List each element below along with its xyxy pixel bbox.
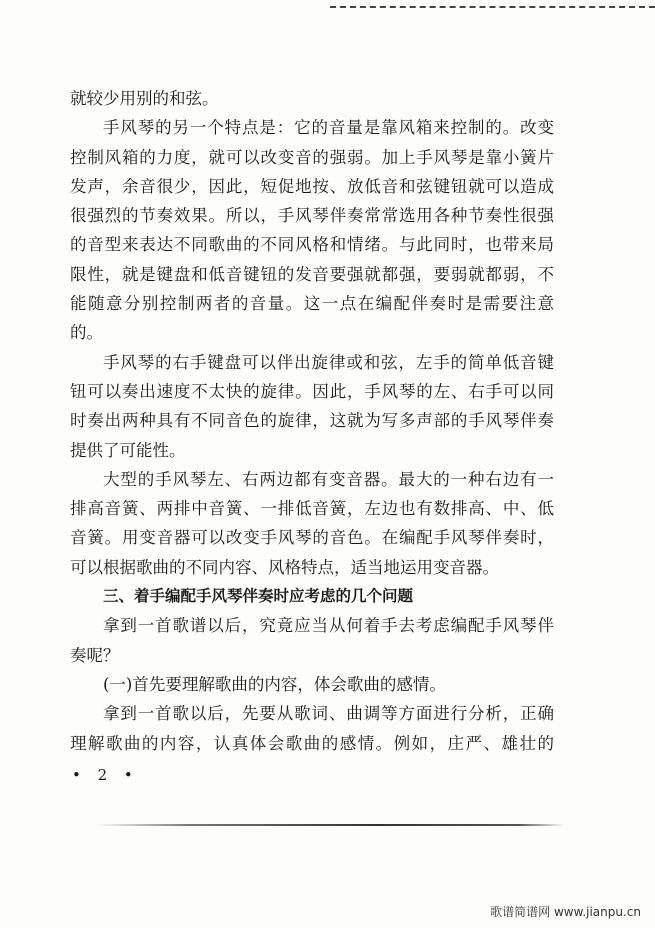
text-line: 提供了可能性。 xyxy=(70,440,186,460)
text-line: 的。 xyxy=(70,323,103,343)
section-heading: 三、着手编配手风琴伴奏时应考虑的几个问题 xyxy=(103,587,414,606)
text-line: 的音型来表达不同歌曲的不同风格和情绪。与此同时，也带来局 xyxy=(70,235,554,255)
text-line: 理解歌曲的内容，认真体会歌曲的感情。例如，庄严、雄壮的 xyxy=(70,733,554,753)
text-line: 很强烈的节奏效果。所以，手风琴伴奏常常选用各种节奏性很强 xyxy=(70,206,554,226)
text-line: 排高音簧、两排中音簧、一排低音簧，左边也有数排高、中、低 xyxy=(70,499,554,519)
text-line: 可以根据歌曲的不同内容、风格特点，适当地运用变音器。 xyxy=(70,557,499,577)
page-body xyxy=(70,84,554,758)
text-line: 限性，就是键盘和低音键钮的发音要强就都强，要弱就都弱，不 xyxy=(70,264,554,284)
scan-edge-dashes xyxy=(330,6,655,8)
page-number: • 2 • xyxy=(72,766,139,784)
paragraph-start: 拿到一首歌谱以后，究竟应当从何着手去考虑编配手风琴伴 xyxy=(103,616,554,636)
paragraph-start: 大型的手风琴左、右两边都有变音器。最大的一种右边有一 xyxy=(103,469,554,489)
text-line: 时奏出两种具有不同音色的旋律，这就为写多声部的手风琴伴奏 xyxy=(70,411,554,431)
text-line: 钮可以奏出速度不太快的旋律。因此，手风琴的左、右手可以同 xyxy=(70,381,554,401)
text-line: 音簧。用变音器可以改变手风琴的音色。在编配手风琴伴奏时， xyxy=(70,528,554,548)
paragraph-start: 手风琴的另一个特点是：它的音量是靠风箱来控制的。改变 xyxy=(103,118,554,138)
scan-bottom-smudge xyxy=(95,824,565,826)
text-line: 就较少用别的和弦。 xyxy=(70,89,219,108)
text-line: 控制风箱的力度，就可以改变音的强弱。加上手风琴是靠小簧片 xyxy=(70,147,554,167)
watermark: 歌谱简谱网 www.jianpu.cn xyxy=(490,905,641,919)
text-line: 发声，余音很少，因此，短促地按、放低音和弦键钮就可以造成 xyxy=(70,176,554,196)
text-line: 奏呢？ xyxy=(70,645,120,665)
paragraph-start: 手风琴的右手键盘可以伴出旋律或和弦，左手的简单低音键 xyxy=(103,352,554,372)
text-line: 能随意分别控制两者的音量。这一点在编配伴奏时是需要注意 xyxy=(70,294,554,314)
subheading: (一)首先要理解歌曲的内容，体会歌曲的感情。 xyxy=(103,674,446,694)
paragraph-start: 拿到一首歌以后，先要从歌词、曲调等方面进行分析，正确 xyxy=(103,704,554,724)
